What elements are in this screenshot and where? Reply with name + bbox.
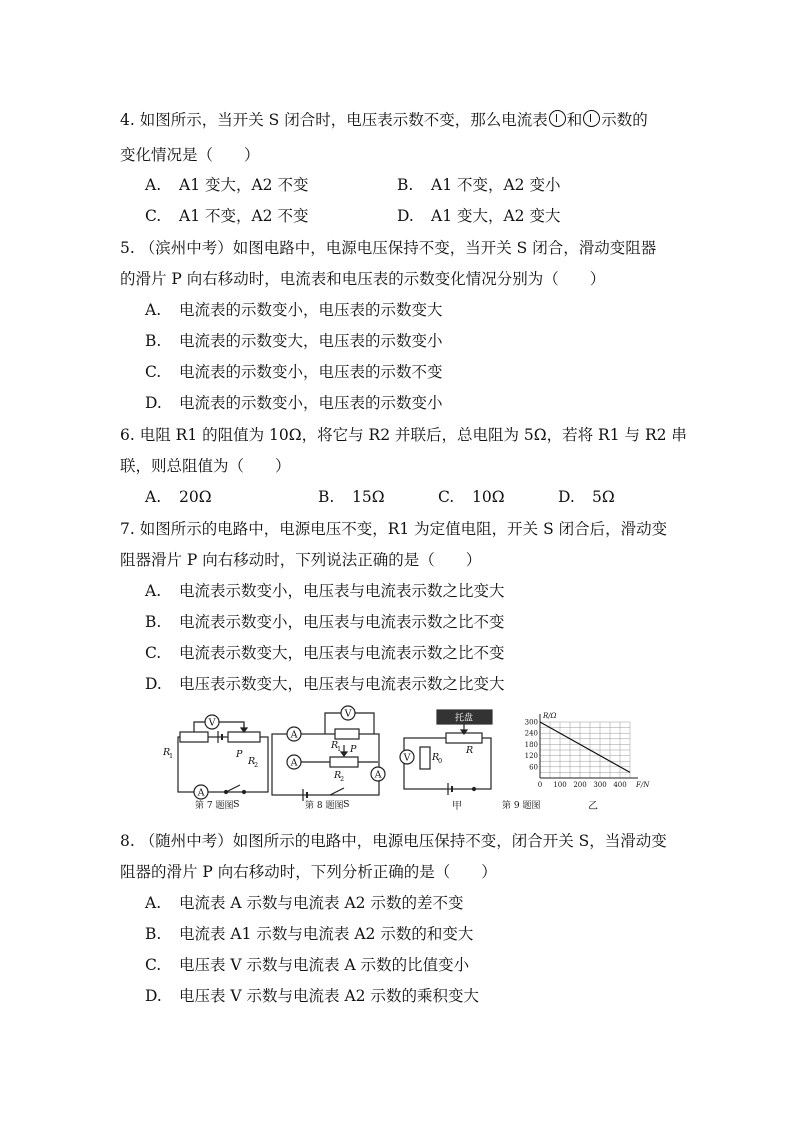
q6-stem-line2: 联，则总阻值为（ ） xyxy=(120,457,291,475)
fig8-ammeter-right-label: A xyxy=(374,769,382,781)
q8-option-a[interactable]: A. 电流表 A 示数与电流表 A2 示数的差不变 xyxy=(145,894,464,912)
q7-stem-line2: 阻器滑片 P 向右移动时，下列说法正确的是（ ） xyxy=(120,551,482,569)
fig8-r2-sub: 2 xyxy=(340,775,345,783)
q5-option-d[interactable]: D. 电流表的示数变小，电压表的示数变小 xyxy=(145,394,443,412)
fig7-voltmeter-label: V xyxy=(208,717,216,729)
chart-y-tick-label: 60 xyxy=(529,763,538,772)
q4-option-c[interactable]: C. A1 不变，A2 不变 xyxy=(145,207,309,225)
q5-option-a[interactable]: A. 电流表的示数变小，电压表的示数变大 xyxy=(145,301,443,319)
q5-stem-line1: 5. （滨州中考）如图电路中，电源电压保持不变，当开关 S 闭合，滑动变阻器 xyxy=(120,239,657,257)
fig9-tray-label: 托盘 xyxy=(454,713,474,724)
fig9-jia-circuit xyxy=(400,710,492,795)
q5-stem-line2: 的滑片 P 向右移动时，电流表和电压表的示数变化情况分别为（ ） xyxy=(120,270,606,288)
q4-option-b[interactable]: B. A1 不变，A2 变小 xyxy=(397,176,561,194)
chart-x-tick-label: 100 xyxy=(553,781,567,789)
fig7-switch xyxy=(226,785,240,792)
q7-option-a[interactable]: A. 电流表示数变小，电压表与电流表示数之比变大 xyxy=(145,582,505,600)
fig8-voltmeter-label: V xyxy=(344,708,352,720)
fig9-switch-node xyxy=(473,788,476,791)
fig9-r0-sub: 0 xyxy=(438,757,443,765)
chart-y-axis-label: R/Ω xyxy=(543,712,557,720)
chart-y-tick-label: 120 xyxy=(524,752,538,761)
q7-stem-line1: 7. 如图所示的电路中，电源电压不变，R1 为定值电阻，开关 S 闭合后，滑动变 xyxy=(120,520,668,538)
fig8-circuit xyxy=(272,706,385,801)
fig7-ammeter-label: A xyxy=(197,787,205,799)
q8-option-b[interactable]: B. 电流表 A1 示数与电流表 A2 示数的和变大 xyxy=(145,925,474,943)
fig9-jia-label: 甲 xyxy=(452,801,462,812)
fig7-p-label: P xyxy=(236,749,243,760)
fig8-s-label: S xyxy=(343,799,350,810)
fig7-caption: 第 7 题图 xyxy=(195,801,234,811)
fig7-s-label: S xyxy=(233,799,240,810)
chart-x-tick-label: 0 xyxy=(537,781,543,789)
fig8-ammeter-mid-label: A xyxy=(290,757,298,769)
fig7-r1-sub: 1 xyxy=(169,752,174,760)
fig7-r2-label: R xyxy=(248,756,256,767)
chart-y-tick-label: 240 xyxy=(524,729,538,738)
fig7-r2-sub: 2 xyxy=(254,761,259,769)
fig8-r1-label: R xyxy=(331,740,339,751)
fig7-r1-label: R xyxy=(163,747,171,758)
q7-option-c[interactable]: C. 电流表示数变大，电压表与电流表示数之比不变 xyxy=(145,644,505,662)
q6-option-d[interactable]: D. 5Ω xyxy=(558,488,615,506)
fig8-switch xyxy=(330,788,344,795)
q6-option-a[interactable]: A. 20Ω xyxy=(145,488,212,506)
fig9-chart xyxy=(525,712,651,789)
fig9-loop xyxy=(404,738,491,789)
q8-stem-line2: 阻器的滑片 P 向右移动时，下列分析正确的是（ ） xyxy=(120,863,497,881)
fig8-p-label: P xyxy=(350,744,357,755)
fig9-r0-label: R xyxy=(432,752,440,763)
fig7-switch-node-b xyxy=(243,791,246,794)
chart-x-tick-label: 200 xyxy=(573,781,587,789)
fig7-r2 xyxy=(228,732,260,742)
fig8-r1 xyxy=(335,729,359,739)
figures-row xyxy=(0,700,794,818)
fig9-voltmeter-label: V xyxy=(403,752,411,764)
chart-x-axis-label: F/N xyxy=(636,781,650,789)
q7-option-b[interactable]: B. 电流表示数变小，电压表与电流表示数之比不变 xyxy=(145,613,505,631)
q4-text-pre: 4. 如图所示，当开关 S 闭合时，电压表示数不变，那么电流表 xyxy=(120,111,548,129)
q7-option-d[interactable]: D. 电压表示数变大，电压表与电流表示数之比变大 xyxy=(145,675,505,693)
q4-stem-line1 xyxy=(120,110,648,130)
q4-option-d[interactable]: D. A1 变大，A2 变大 xyxy=(397,207,561,225)
fig8-caption: 第 8 题图 xyxy=(305,801,344,811)
q4-text-post: 示数的 xyxy=(601,111,648,129)
q6-option-c[interactable]: C. 10Ω xyxy=(438,488,505,506)
q4-text-mid: 和 xyxy=(566,111,583,129)
ammeter-a2-icon xyxy=(583,110,600,127)
q8-stem-line1: 8. （随州中考）如图所示的电路中，电源电压保持不变，闭合开关 S，当滑动变 xyxy=(120,832,667,850)
chart-x-tick-label: 400 xyxy=(613,781,627,789)
fig9-r-label: R xyxy=(466,745,474,756)
fig8-r1-sub: 1 xyxy=(337,745,342,753)
fig9-r0 xyxy=(420,747,430,769)
q8-option-c[interactable]: C. 电压表 V 示数与电流表 A 示数的比值变小 xyxy=(145,956,470,974)
q4-option-a[interactable]: A. A1 变大，A2 不变 xyxy=(145,176,309,194)
chart-y-tick-label: 300 xyxy=(524,718,538,727)
ammeter-a1-icon xyxy=(549,110,566,127)
q5-option-c[interactable]: C. 电流表的示数变小，电压表的示数不变 xyxy=(145,363,443,381)
fig9-caption: 第 9 题图 xyxy=(502,801,541,811)
fig9-yi-label: 乙 xyxy=(588,801,598,812)
fig8-ammeter-top-label: A xyxy=(290,729,298,741)
fig8-slider-arrow xyxy=(341,752,347,756)
chart-series-line xyxy=(540,722,630,772)
q8-option-d[interactable]: D. 电压表 V 示数与电流表 A2 示数的乘积变大 xyxy=(145,987,479,1005)
q4-stem-line2: 变化情况是（ ） xyxy=(120,146,260,164)
fig8-r2-label: R xyxy=(334,770,342,781)
fig7-r1 xyxy=(180,732,208,742)
fig7-switch-node-a xyxy=(225,791,228,794)
chart-y-tick-label: 180 xyxy=(524,740,538,749)
q6-option-b[interactable]: B. 15Ω xyxy=(318,488,385,506)
chart-x-tick-label: 300 xyxy=(593,781,607,789)
q6-stem-line1: 6. 电阻 R1 的阻值为 10Ω，将它与 R2 并联后，总电阻为 5Ω，若将 R1 与 R2 串 xyxy=(120,426,687,444)
q5-option-b[interactable]: B. 电流表的示数变大，电压表的示数变小 xyxy=(145,332,443,350)
fig8-r2 xyxy=(330,757,358,767)
